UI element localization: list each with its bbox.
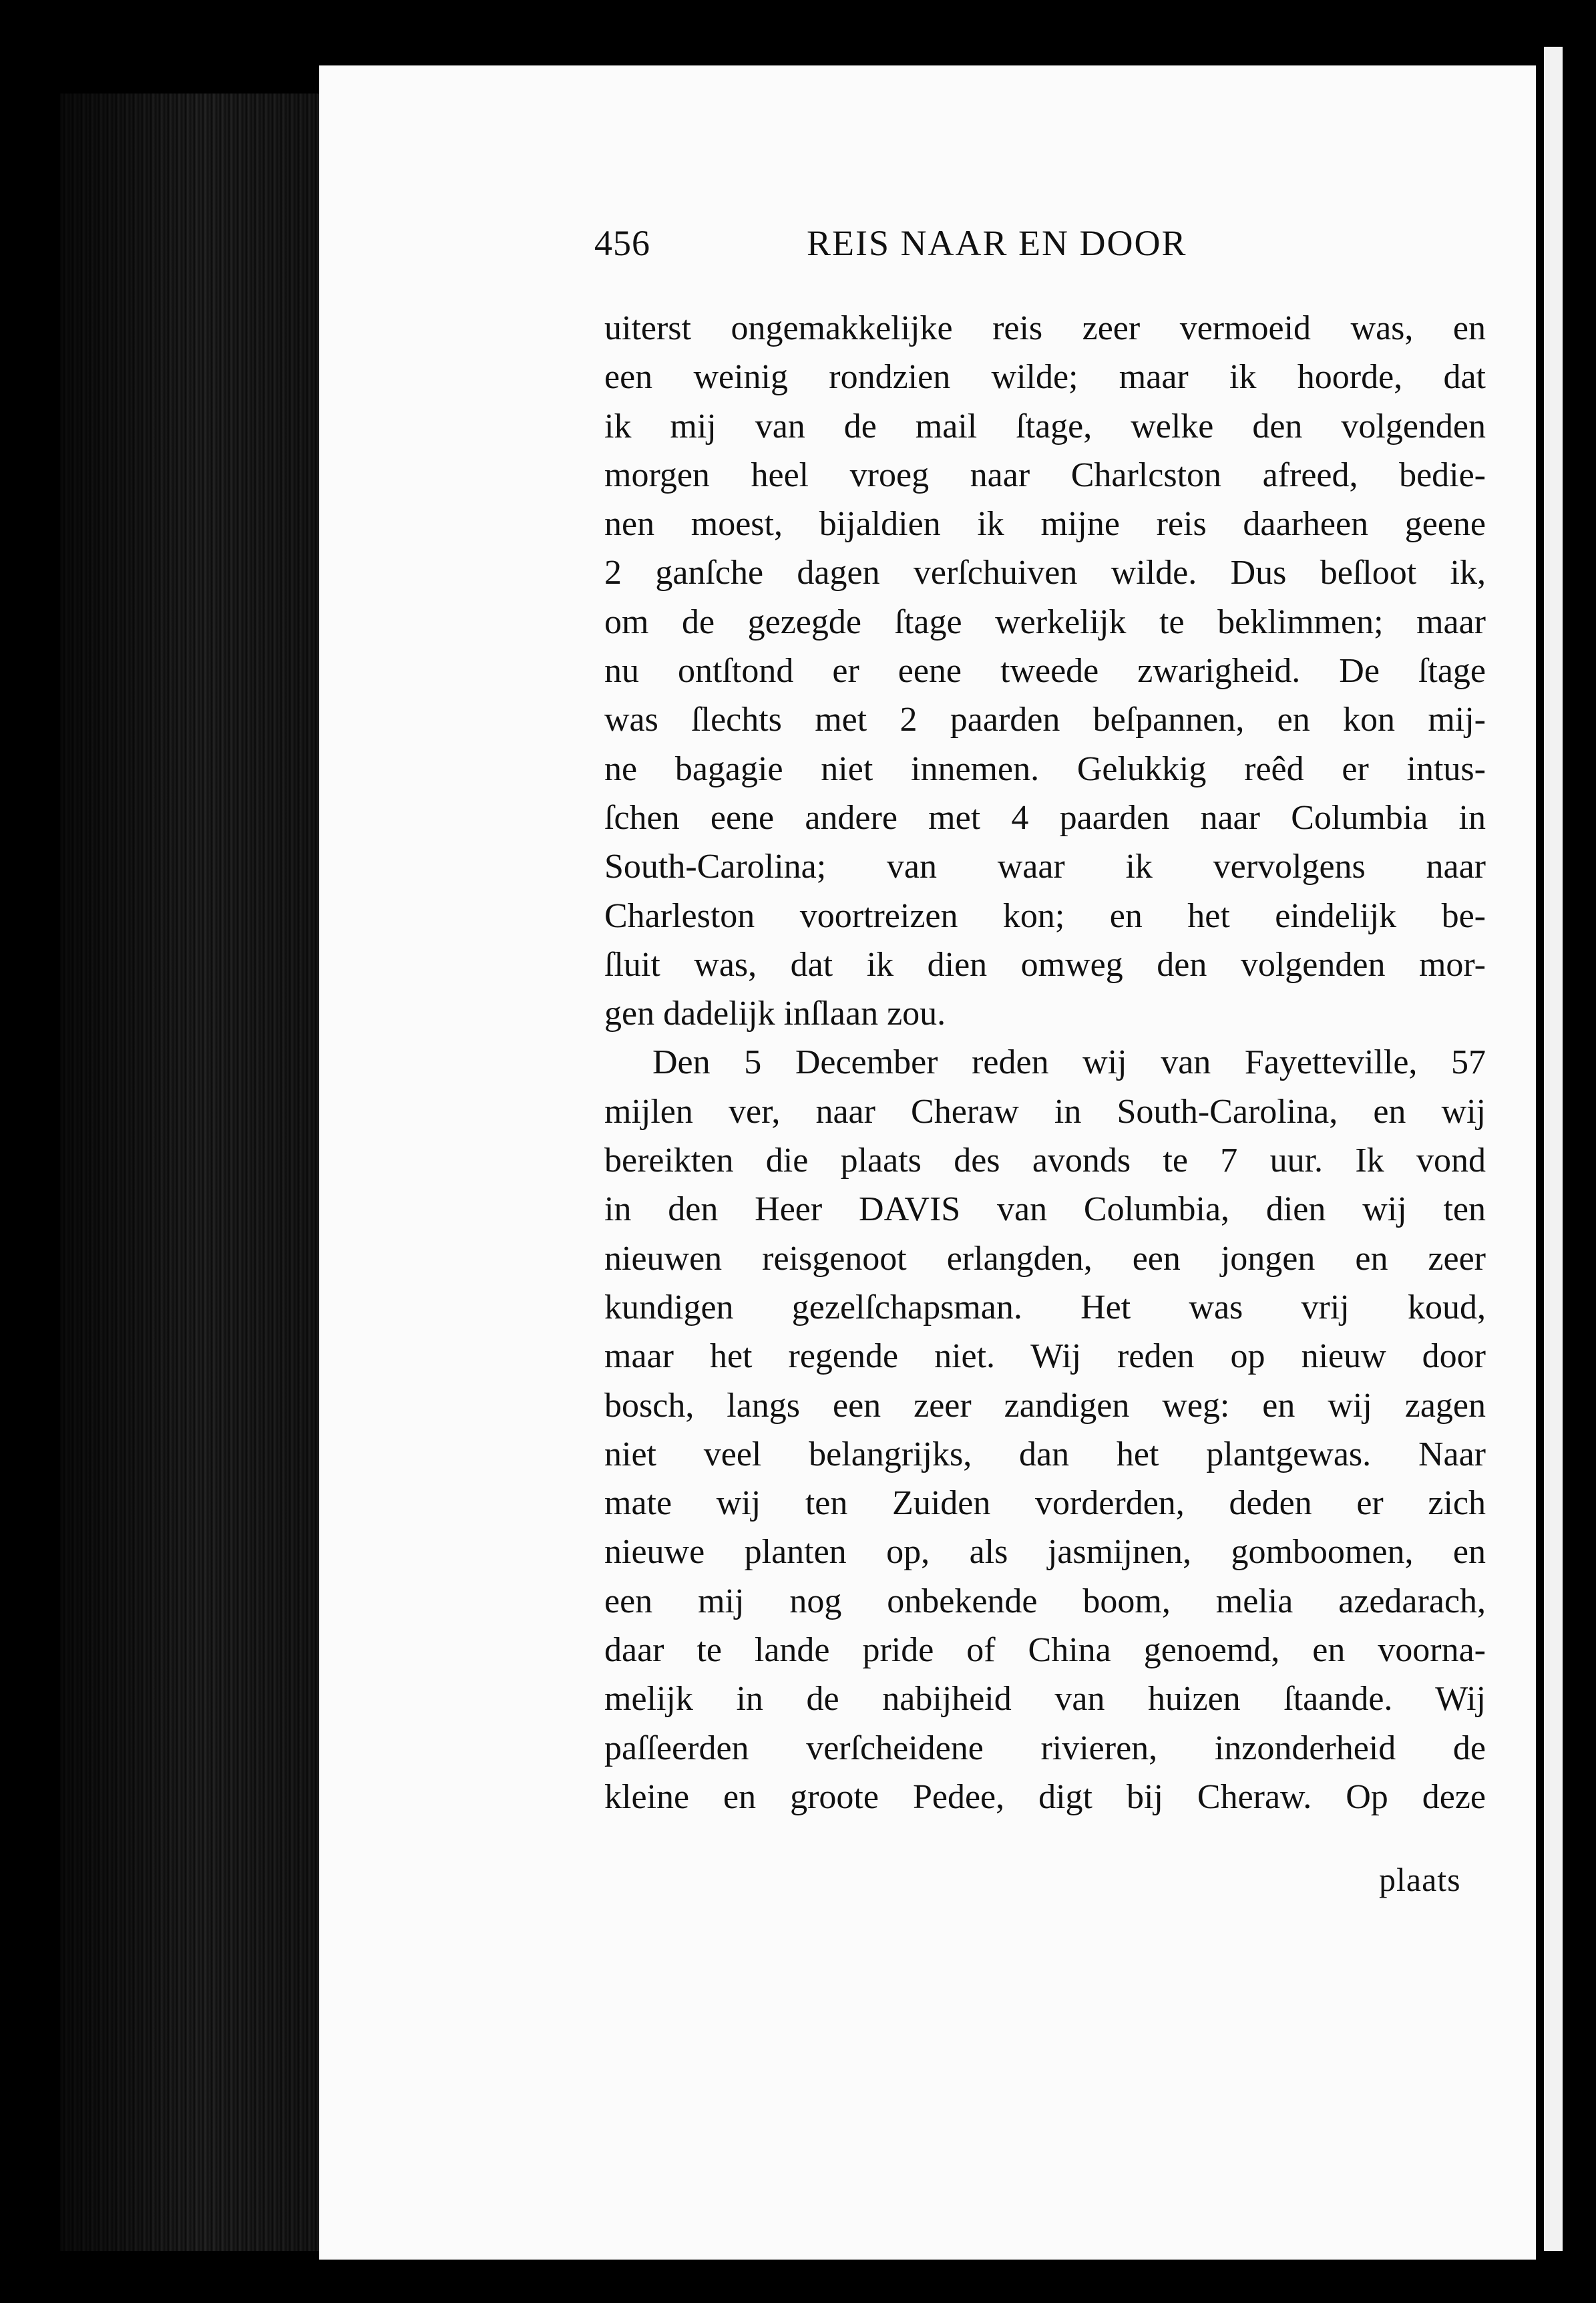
text-line: in den Heer DAVIS van Columbia, dien wij ten [604, 1190, 1486, 1229]
text-line: ne bagagie niet innemen. Gelukkig reêd er intus- [604, 749, 1486, 788]
text-line: gen dadelijk inſlaan zou. [604, 995, 946, 1033]
text-line: nu ontſtond er eene tweede zwarigheid. De ſtage [604, 652, 1486, 691]
text-line: ſluit was, dat ik dien omweg den volgenden mor- [604, 945, 1486, 984]
page-header [594, 217, 1503, 277]
text-line: Charleston voortreizen kon; en het eindelijk be- [604, 896, 1486, 935]
text-line: uiterst ongemakkelijke reis zeer vermoeid was, en [604, 309, 1486, 347]
text-line: bosch, langs een zeer zandigen weg: en wij zagen [604, 1386, 1486, 1425]
page-number: 456 [594, 223, 650, 263]
text-line: een weinig rondzien wilde; maar ik hoorde, dat [604, 358, 1486, 397]
text-line: maar het regende niet. Wij reden op nieuw door [604, 1337, 1486, 1376]
running-head: REIS NAAR EN DOOR [807, 223, 1187, 263]
text-line: nen moest, bijaldien ik mijne reis daarheen geene [604, 505, 1486, 544]
text-line: melijk in de nabijheid van huizen ſtaande. Wij [604, 1680, 1486, 1719]
text-line: bereikten die plaats des avonds te 7 uur. Ik vond [604, 1141, 1486, 1180]
text-line: was ſlechts met 2 paarden beſpannen, en kon mij- [604, 701, 1486, 739]
text-line: South-Carolina; van waar ik vervolgens naar [604, 848, 1486, 886]
text-line: mijlen ver, naar Cheraw in South-Carolina, en wij [604, 1092, 1486, 1131]
text-line: kleine en groote Pedee, digt bij Cheraw. Op deze [604, 1777, 1486, 1816]
text-line: mate wij ten Zuiden vorderden, deden er zich [604, 1484, 1486, 1523]
catchword: plaats [1379, 1861, 1461, 1898]
text-line: paſſeerden verſcheidene rivieren, inzonderheid de [604, 1729, 1486, 1767]
text-line: ſchen eene andere met 4 paarden naar Columbia in [604, 798, 1486, 837]
text-line: kundigen gezelſchapsman. Het was vrij koud, [604, 1288, 1486, 1326]
text-line: nieuwe planten op, als jasmijnen, gomboomen, en [604, 1533, 1486, 1572]
text-line: 2 ganſche dagen verſchuiven wilde. Dus beſloot ik, [604, 554, 1486, 592]
text-line: ik mij van de mail ſtage, welke den volgenden [604, 407, 1486, 446]
text-line: Den 5 December reden wij van Fayetteville, 57 [652, 1043, 1486, 1082]
text-line: om de gezegde ſtage werkelijk te beklimmen; maar [604, 602, 1486, 641]
text-line: morgen heel vroeg naar Charlcston afreed, bedie- [604, 456, 1486, 494]
text-line: niet veel belangrijks, dan het plantgewas. Naar [604, 1435, 1486, 1473]
text-line: daar te lande pride of China genoemd, en voorna- [604, 1631, 1486, 1670]
text-line: een mij nog onbekende boom, melia azedarach, [604, 1582, 1486, 1620]
text-line: nieuwen reisgenoot erlangden, een jongen en zeer [604, 1239, 1486, 1278]
next-page-sliver [1544, 47, 1563, 2251]
body-text [604, 304, 1486, 1821]
